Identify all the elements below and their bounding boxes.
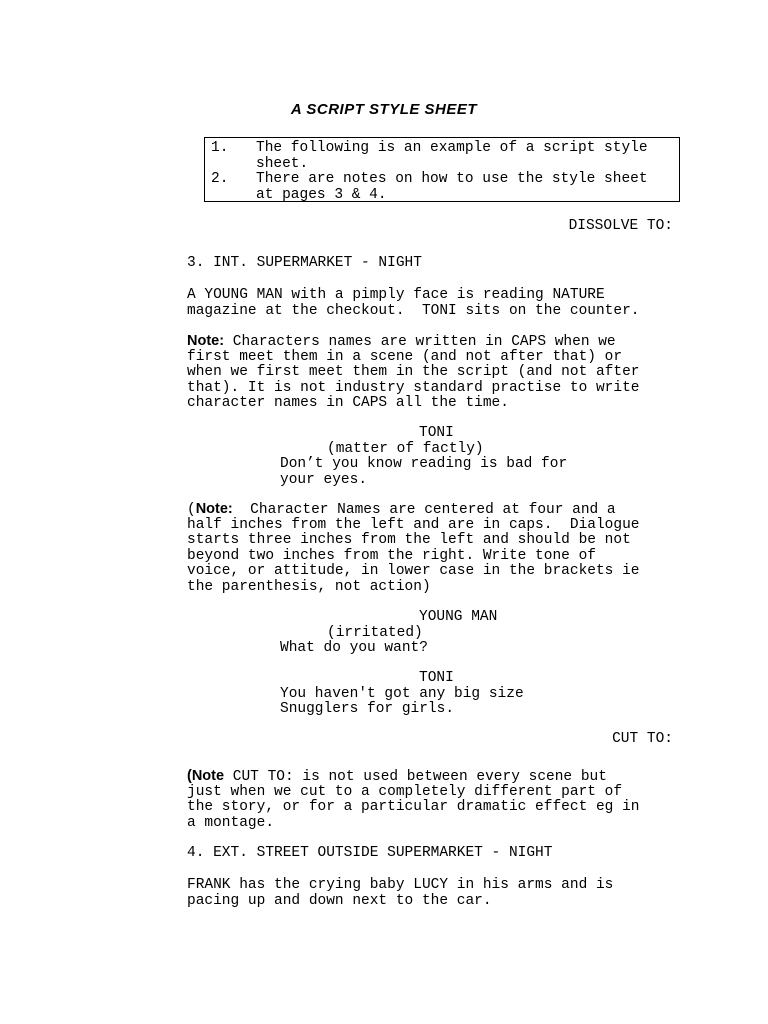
dialogue-line: Don’t you know reading is bad for [280,456,568,472]
dialogue-line: your eyes. [280,471,368,488]
note-label: Note: [187,333,225,349]
character-name: TONI [419,425,454,441]
character-name: YOUNG MAN [419,609,498,625]
note-line: that). It is not industry standard practise to write [187,379,640,396]
action-line: magazine at the checkout. TONI sits on the counter. [187,302,640,319]
transition-dissolve: DISSOLVE TO: [568,218,673,234]
dialogue-line: What do you want? [280,640,428,656]
box-item-number: 1. [211,140,229,156]
action-line: FRANK has the crying baby LUCY in his arms and is [187,877,614,893]
note-line: the story, or for a particular dramatic effect eg in [187,799,640,815]
box-item-number: 2. [211,171,229,187]
parenthetical: (irritated) [327,624,423,641]
note-label: (Note [187,768,225,784]
box-item-text: sheet. [256,155,309,172]
box-item-text: The following is an example of a script style [256,140,648,156]
dialogue-line: You haven't got any big size [280,685,524,702]
note-line: when we first meet them in the script (and not after [187,364,640,380]
character-name: TONI [419,670,454,686]
scene-heading: 3. INT. SUPERMARKET - NIGHT [187,255,422,271]
note-line: just when we cut to a completely different part of [187,783,623,800]
page-title: A SCRIPT STYLE SHEET [290,101,478,118]
note-line: half inches from the left and are in caps. Dialogue [187,516,640,533]
note-line: first meet them in a scene (and not after that) or [187,348,623,365]
note-text: Character Names are centered at four and a [232,502,616,518]
note-line: beyond two inches from the right. Write tone of [187,547,596,564]
notes-box [204,137,680,202]
note-text: Characters names are written in CAPS when we [224,334,616,350]
note-line: voice, or attitude, in lower case in the brackets ie [187,563,640,579]
note-text: CUT TO: is not used between every scene but [224,769,607,785]
scene-heading: 4. EXT. STREET OUTSIDE SUPERMARKET - NIGHT [187,845,553,861]
note-prefix: ( [187,502,196,518]
note-label: Note: [195,501,233,517]
box-item-text: at pages 3 & 4. [256,186,387,203]
note-line: the parenthesis, not action) [187,578,431,595]
action-line: pacing up and down next to the car. [187,892,492,909]
action-line: A YOUNG MAN with a pimply face is reading NATURE [187,287,605,303]
transition-cut: CUT TO: [612,731,673,747]
note-line: character names in CAPS all the time. [187,395,509,411]
note-line: starts three inches from the left and should be not [187,532,631,548]
note-line: a montage. [187,814,275,831]
box-item-text: There are notes on how to use the style sheet [256,171,648,187]
dialogue-line: Snugglers for girls. [280,701,455,717]
parenthetical: (matter of factly) [327,440,484,457]
